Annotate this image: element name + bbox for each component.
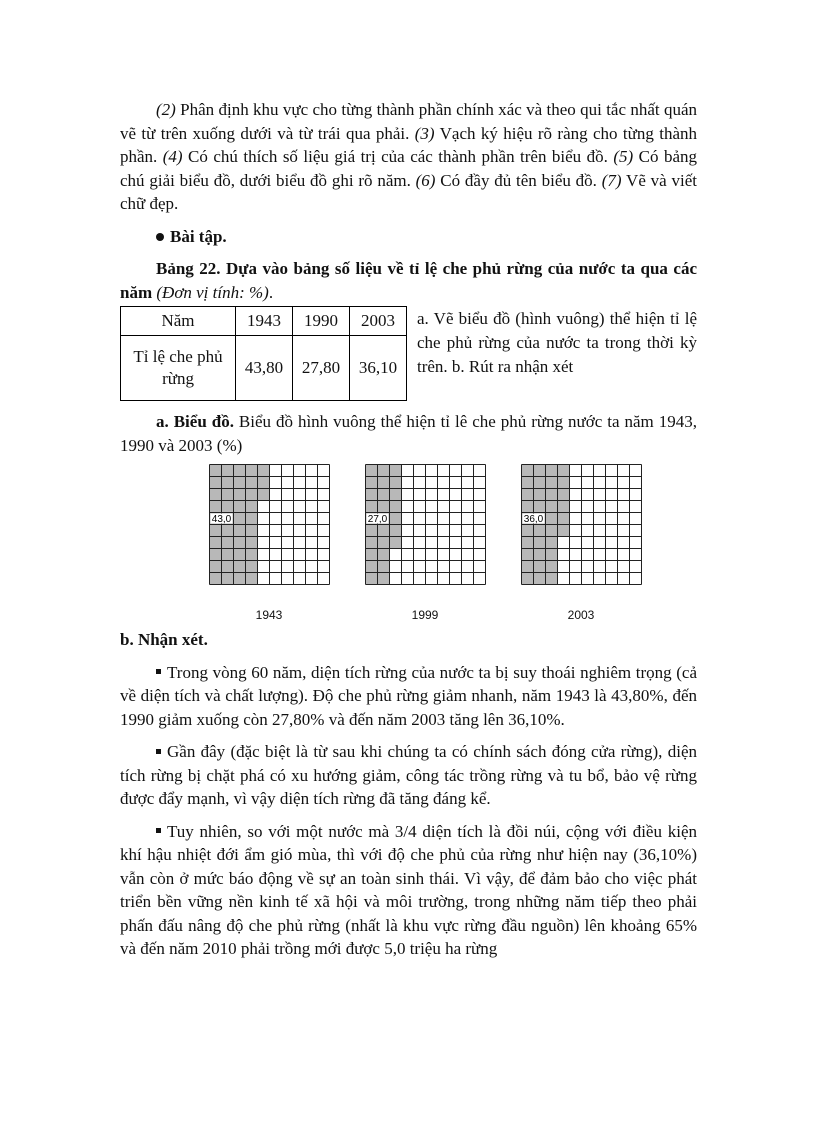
filled-cell <box>222 489 234 501</box>
exercise-heading <box>120 225 697 249</box>
filled-cell <box>546 549 558 561</box>
filled-cell <box>234 549 246 561</box>
chart-1943-svg <box>209 464 330 595</box>
filled-cell <box>234 573 246 585</box>
criteria-6-text: Có đầy đủ tên biểu đồ. <box>435 170 602 190</box>
filled-cell <box>546 501 558 513</box>
filled-cell <box>558 525 570 537</box>
filled-cell <box>210 549 222 561</box>
marker-6: (6) <box>415 170 436 190</box>
remark-2 <box>120 740 697 811</box>
square-charts <box>120 464 697 624</box>
filled-cell <box>390 489 402 501</box>
filled-cell <box>522 501 534 513</box>
filled-cell <box>534 525 546 537</box>
filled-cell <box>366 573 378 585</box>
filled-cell <box>390 465 402 477</box>
filled-cell <box>546 489 558 501</box>
filled-cell <box>366 549 378 561</box>
task-side-text: a. Vẽ biểu đồ (hình vuông) thể hiện tỉ lệ che phủ rừng của nước ta trong thời kỳ trên. b. Rút ra nhận xét <box>417 309 697 376</box>
filled-cell <box>546 573 558 585</box>
filled-cell <box>222 561 234 573</box>
filled-cell <box>246 561 258 573</box>
filled-cell <box>390 525 402 537</box>
table-year-1990: 1990 <box>293 307 350 336</box>
filled-cell <box>546 513 558 525</box>
filled-cell <box>234 477 246 489</box>
filled-cell <box>222 573 234 585</box>
filled-cell <box>366 465 378 477</box>
filled-cell <box>390 513 402 525</box>
filled-cell <box>210 477 222 489</box>
exercise-heading-text: Bài tập. <box>170 226 227 246</box>
filled-cell <box>534 489 546 501</box>
part-b-heading: b. Nhận xét. <box>120 630 208 649</box>
filled-cell <box>222 477 234 489</box>
filled-cell <box>222 465 234 477</box>
remark-2-text: Gần đây (đặc biệt là từ sau khi chúng ta có chính sách đóng cửa rừng), diện tích rừng bị chặt phá có xu hướng giảm, công tác trồng rừng và tu bổ, bảo vệ rừng được đẩy mạnh, vì vậy diện tích rừng đã tăng đáng kể. <box>120 742 697 808</box>
chart-2003 <box>521 464 642 602</box>
filled-cell <box>534 465 546 477</box>
value-label: 27,0 <box>367 514 388 525</box>
filled-cell <box>246 537 258 549</box>
filled-cell <box>366 477 378 489</box>
filled-cell <box>210 561 222 573</box>
filled-cell <box>366 561 378 573</box>
criteria-4-text: Có chú thích số liệu giá trị của các thành phần trên biểu đồ. <box>182 147 614 166</box>
filled-cell <box>534 573 546 585</box>
filled-cell <box>234 537 246 549</box>
filled-cell <box>246 549 258 561</box>
filled-cell <box>366 489 378 501</box>
filled-cell <box>246 525 258 537</box>
filled-cell <box>546 465 558 477</box>
filled-cell <box>234 561 246 573</box>
chart-2003-svg <box>521 464 642 595</box>
square-bullet-icon <box>156 669 161 674</box>
criteria-paragraph <box>120 98 697 216</box>
table-header-label: Năm <box>121 307 236 336</box>
task-statement <box>120 257 697 304</box>
marker-7: (7) <box>601 170 622 190</box>
filled-cell <box>522 537 534 549</box>
filled-cell <box>522 561 534 573</box>
part-a-heading: a. Biểu đồ. <box>156 412 234 431</box>
filled-cell <box>558 501 570 513</box>
filled-cell <box>234 501 246 513</box>
filled-cell <box>366 537 378 549</box>
filled-cell <box>534 561 546 573</box>
filled-cell <box>234 465 246 477</box>
filled-cell <box>366 525 378 537</box>
filled-cell <box>558 489 570 501</box>
filled-cell <box>378 465 390 477</box>
filled-cell <box>546 477 558 489</box>
filled-cell <box>558 465 570 477</box>
table-row-label: Tỉ lệ che phủ rừng <box>121 336 236 401</box>
filled-cell <box>234 489 246 501</box>
filled-cell <box>522 489 534 501</box>
filled-cell <box>222 501 234 513</box>
chart-2003-year: 2003 <box>567 608 595 622</box>
square-bullet-icon <box>156 828 161 833</box>
chart-1943-year: 1943 <box>255 608 283 622</box>
table-header-row <box>121 307 407 336</box>
filled-cell <box>246 573 258 585</box>
filled-cell <box>546 525 558 537</box>
filled-cell <box>210 501 222 513</box>
filled-cell <box>378 549 390 561</box>
filled-cell <box>246 489 258 501</box>
criteria-3-text: Vạch ký hiệu rõ ràng cho từng thành phần. <box>120 123 697 166</box>
filled-cell <box>258 465 270 477</box>
filled-cell <box>390 501 402 513</box>
filled-cell <box>222 537 234 549</box>
filled-cell <box>522 525 534 537</box>
table-section <box>120 306 697 401</box>
criteria-7-text: Vẽ và viết chữ đẹp. <box>120 170 698 213</box>
filled-cell <box>534 537 546 549</box>
chart-1999 <box>365 464 486 602</box>
chart-1999-year: 1999 <box>411 608 439 622</box>
remark-3-text: Tuy nhiên, so với một nước mà 3/4 diện tích là đồi núi, cộng với điều kiện khí hậu nhiệt đới ẩm gió mùa, thì với độ che phủ của rừng như hiện nay (36,10%) vẫn còn ở mức báo động về sự an toàn sinh thái. Vì vậy, để đảm bảo cho việc phát triển bền vững nền kinh tế xã hội và môi trường, trong những năm tiếp theo phải phấn đấu nâng độ che phủ rừng (nhất là khu vực rừng đầu nguồn) lên khoảng 65% và đến năm 2010 phải trồng mới được 5,0 triệu ha rừng <box>120 821 697 958</box>
filled-cell <box>534 501 546 513</box>
filled-cell <box>366 501 378 513</box>
filled-cell <box>522 477 534 489</box>
chart-1999-svg <box>365 464 486 595</box>
marker-4: (4) <box>162 147 183 166</box>
chart-1943 <box>209 464 330 602</box>
filled-cell <box>210 573 222 585</box>
filled-cell <box>390 477 402 489</box>
marker-3: (3) <box>414 123 435 143</box>
table-value-1943: 43,80 <box>236 336 293 401</box>
filled-cell <box>522 549 534 561</box>
marker-2: (2) <box>156 100 176 119</box>
filled-cell <box>378 501 390 513</box>
filled-cell <box>378 477 390 489</box>
table-year-1943: 1943 <box>236 307 293 336</box>
filled-cell <box>222 525 234 537</box>
filled-cell <box>246 513 258 525</box>
filled-cell <box>522 465 534 477</box>
square-bullet-icon <box>156 749 161 754</box>
table-year-2003: 2003 <box>350 307 407 336</box>
filled-cell <box>390 537 402 549</box>
filled-cell <box>258 477 270 489</box>
filled-cell <box>246 501 258 513</box>
part-a-caption: Biểu đồ hình vuông thể hiện tỉ lê che phủ rừng nước ta năm 1943, 1990 và 2003 (%) <box>120 412 697 455</box>
filled-cell <box>378 573 390 585</box>
filled-cell <box>378 561 390 573</box>
criteria-2-text: Phân định khu vực cho từng thành phần chính xác và theo qui tắc nhất quán vẽ từ trên xuống dưới và từ trái qua phải. <box>120 100 697 143</box>
bullet-dot-icon <box>156 233 164 241</box>
task-end: . <box>268 282 274 302</box>
filled-cell <box>558 513 570 525</box>
task-unit: (Đơn vị tính: %) <box>152 282 269 302</box>
filled-cell <box>378 525 390 537</box>
task-title: Bảng 22. Dựa vào bảng số liệu về tỉ lệ che phủ rừng của nước ta qua các năm <box>120 259 697 302</box>
filled-cell <box>534 549 546 561</box>
part-a-paragraph <box>120 410 697 457</box>
remark-3 <box>120 820 697 961</box>
remark-1-text: Trong vòng 60 năm, diện tích rừng của nước ta bị suy thoái nghiêm trọng (cả về diện tích và chất lượng). Độ che phủ rừng giảm nhanh, năm 1943 là 43,80%, đến 1990 giảm xuống còn 27,80% và đến năm 2003 tăng lên 36,10%. <box>120 662 697 729</box>
table-value-row <box>121 336 407 401</box>
table-value-1990: 27,80 <box>293 336 350 401</box>
filled-cell <box>210 489 222 501</box>
filled-cell <box>378 489 390 501</box>
filled-cell <box>234 525 246 537</box>
filled-cell <box>210 537 222 549</box>
filled-cell <box>546 561 558 573</box>
filled-cell <box>522 573 534 585</box>
data-table <box>120 306 407 401</box>
filled-cell <box>210 465 222 477</box>
filled-cell <box>210 525 222 537</box>
criteria-5-text: Có bảng chú giải biểu đồ, dưới biểu đồ ghi rõ năm. <box>120 147 697 190</box>
value-label: 43,0 <box>211 514 232 525</box>
filled-cell <box>546 537 558 549</box>
remark-1 <box>120 661 697 732</box>
filled-cell <box>534 477 546 489</box>
table-value-2003: 36,10 <box>350 336 407 401</box>
value-label: 36,0 <box>523 514 544 525</box>
filled-cell <box>558 477 570 489</box>
marker-5: (5) <box>613 147 634 166</box>
document-page <box>120 98 697 961</box>
filled-cell <box>234 513 246 525</box>
filled-cell <box>246 477 258 489</box>
filled-cell <box>246 465 258 477</box>
filled-cell <box>222 549 234 561</box>
filled-cell <box>378 537 390 549</box>
filled-cell <box>258 489 270 501</box>
